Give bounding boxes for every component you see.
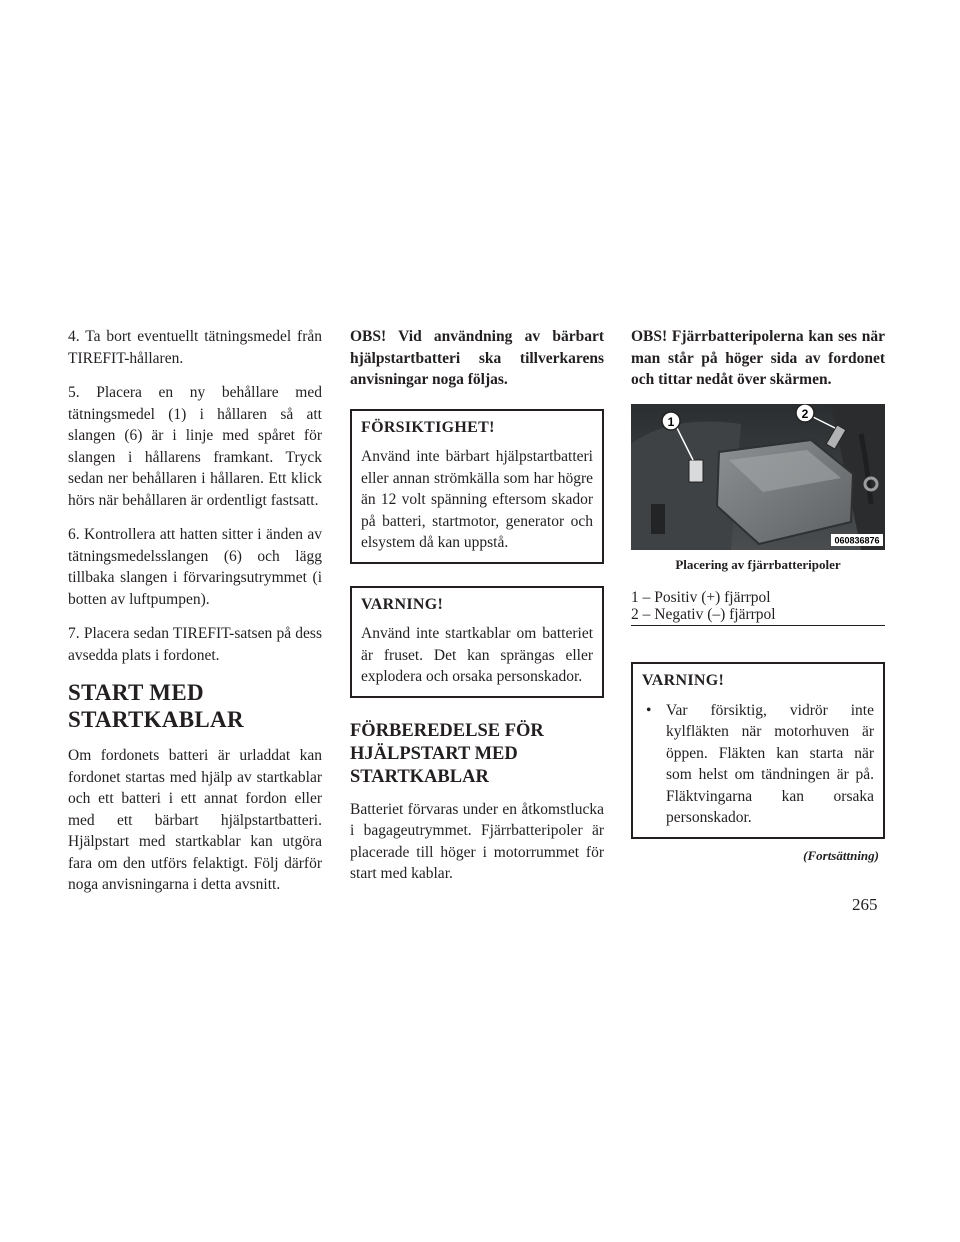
warning-list-item	[642, 700, 874, 829]
figure-legend	[631, 589, 885, 626]
step-6: 6. Kontrollera att hatten sitter i änden av tätningsmedelsslangen (6) och lägg tillbaka slangen i förvaringsutrymmet (i botten av luftpumpen).	[68, 526, 322, 608]
remote-terminal-note: OBS! Fjärrbatteripolerna kan ses när man står på höger sida av fordonet och tittar nedåt över skärmen.	[631, 328, 885, 388]
step-5: 5. Placera en ny behållare med tätningsmedel (1) i hållaren så att slangen (6) är i linje med spåret för slangen i hållarens framkant. Tryck sedan ner behållaren i hållaren. Ett klick hörs när behållaren är ordentligt fastsatt.	[68, 384, 322, 509]
heading-line: FÖRBEREDELSE FÖR	[350, 720, 544, 741]
section-heading-jump-start	[68, 679, 322, 733]
heading-line: STARTKABLAR	[68, 707, 244, 732]
legend-item-negative: 2 – Negativ (–) fjärrpol	[631, 606, 776, 623]
engine-bay-figure	[631, 404, 885, 550]
warning-title: VARNING!	[361, 595, 444, 613]
bullet-icon: •	[646, 701, 652, 719]
warning-item-text: Var försiktig, vidrör inte kylfläkten när motorhuven är öppen. Fläkten kan starta när som helst om tändningen är på. Fläktvingarna kan orsaka personskador.	[666, 701, 874, 826]
heading-line: START MED	[68, 680, 204, 705]
heading-line: HJÄLPSTART MED	[350, 743, 518, 764]
continued-label: (Fortsättning)	[803, 847, 879, 863]
portable-battery-note: OBS! Vid användning av bärbart hjälpstartbatteri ska tillverkarens anvisningar noga följas.	[350, 328, 604, 388]
warning-box	[350, 586, 604, 698]
warning-title: VARNING!	[642, 672, 725, 689]
step-4: 4. Ta bort eventuellt tätningsmedel från TIREFIT-hållaren.	[68, 328, 322, 367]
jump-start-intro: Om fordonets batteri är urladdat kan fordonet startas med hjälp av startkablar och ett batteri i ett annat fordon eller med ett bärbart hjälpstartbatteri. Hjälpstart med startkablar kan utgöra fara om den utförs felaktigt. Följ därför noga anvisningarna i detta avsnitt.	[68, 747, 322, 893]
step-7: 7. Placera sedan TIREFIT-satsen på dess avsedda plats i fordonet.	[68, 625, 322, 664]
page-number: 265	[852, 895, 878, 914]
middle-column	[350, 326, 604, 898]
section-heading-preparation	[350, 720, 604, 789]
fan-warning-box	[631, 662, 885, 839]
engine-bay-illustration	[631, 404, 885, 550]
left-column	[68, 326, 322, 909]
callout-2-label: 2	[801, 406, 809, 421]
legend-item-positive: 1 – Positiv (+) fjärrpol	[631, 589, 771, 606]
caution-text: Använd inte bärbart hjälpstartbatteri eller annan strömkälla som har högre än 12 volt spänning eftersom skador på batteri, startmotor, generator och elsystem då kan uppstå.	[361, 448, 593, 551]
warning-list	[642, 700, 874, 829]
caution-box	[350, 409, 604, 564]
callout-1-label: 1	[667, 414, 675, 429]
right-column	[631, 326, 885, 866]
figure-code: 060836876	[834, 535, 880, 545]
caution-title: FÖRSIKTIGHET!	[361, 418, 495, 436]
heading-line: STARTKABLAR	[350, 766, 489, 787]
warning-text: Använd inte startkablar om batteriet är fruset. Det kan sprängas eller explodera och orsaka personskador.	[361, 625, 593, 685]
figure-caption: Placering av fjärrbatteripoler	[675, 556, 841, 572]
preparation-body: Batteriet förvaras under en åtkomstlucka i bagageutrymmet. Fjärrbatteripoler är placerade till höger i motorrummet för start med kablar.	[350, 800, 604, 882]
